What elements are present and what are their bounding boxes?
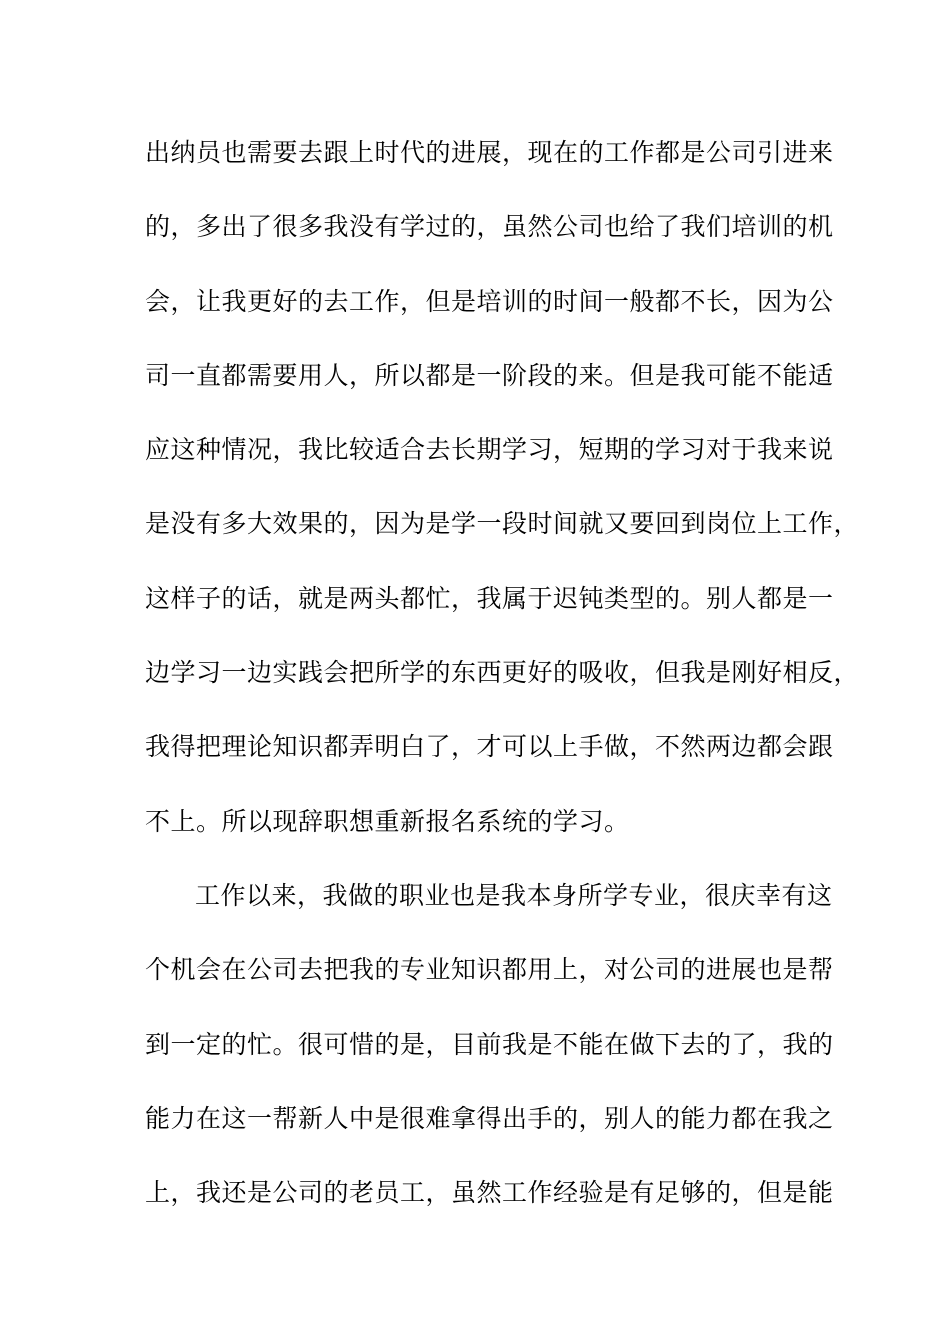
text-line: 到一定的忙。很可惜的是，目前我是不能在做下去的了，我的: [145, 1029, 834, 1059]
text-line: 司一直都需要用人，所以都是一阶段的来。但是我可能不能适: [145, 360, 834, 390]
text-line: 是没有多大效果的，因为是学一段时间就又要回到岗位上工作，: [145, 509, 860, 539]
body-text: [145, 128, 860, 1242]
text-line: 我得把理论知识都弄明白了，才可以上手做，不然两边都会跟: [145, 732, 834, 762]
text-line: 的，多出了很多我没有学过的，虽然公司也给了我们培训的机: [145, 212, 834, 242]
text-line: 会，让我更好的去工作，但是培训的时间一般都不长，因为公: [145, 286, 834, 316]
text-line: 能力在这一帮新人中是很难拿得出手的，别人的能力都在我之: [145, 1103, 834, 1133]
text-line: 边学习一边实践会把所学的东西更好的吸收，但我是刚好相反，: [145, 658, 860, 688]
text-line: 上，我还是公司的老员工，虽然工作经验是有足够的，但是能: [145, 1178, 834, 1208]
text-line: 不上。所以现辞职想重新报名系统的学习。: [145, 806, 630, 836]
text-line: 这样子的话，就是两头都忙，我属于迟钝类型的。别人都是一: [145, 583, 834, 613]
text-line: 应这种情况，我比较适合去长期学习，短期的学习对于我来说: [145, 435, 834, 465]
text-line: 出纳员也需要去跟上时代的进展，现在的工作都是公司引进来: [145, 138, 834, 167]
paragraph-start-line: 工作以来，我做的职业也是我本身所学专业，很庆幸有这: [195, 880, 833, 910]
text-line: 个机会在公司去把我的专业知识都用上，对公司的进展也是帮: [145, 955, 834, 985]
